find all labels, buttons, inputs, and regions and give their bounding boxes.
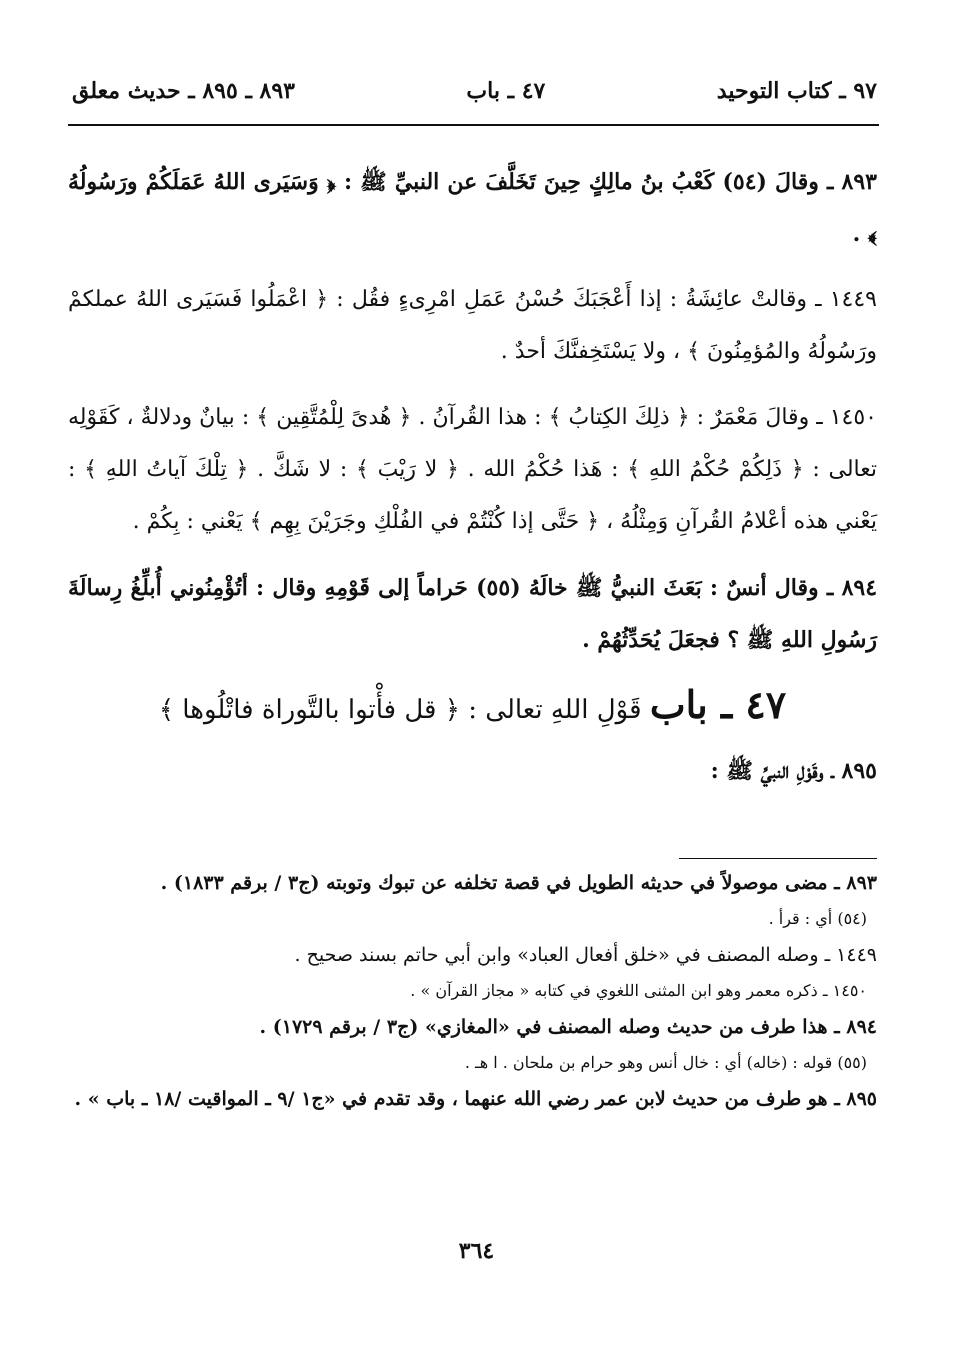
footnote-54: (٥٤) أي : قرأ . [768, 909, 867, 928]
chapter-heading [68, 680, 877, 735]
hadith-893: ٨٩٣ ـ وقالَ (٥٤) كَعْبُ بنُ مالِكٍ حِينَ تَخَلَّفَ عن النبيِّ ﷺ : ﴿ وَسَيَرى اللهُ عَمَلَكُمْ ورَسُولُهُ ﴾ . [68, 169, 877, 247]
athar-1449: ١٤٤٩ ـ وقالتْ عائِشَةُ : إذا أَعْجَبَكَ حُسْنُ عَمَلِ امْرِىءٍ فقُل : ﴿ اعْمَلُوا فَسَيَرى اللهُ عملكمْ ورَسُولُهُ والمُؤمِنُونَ ﴾ ، ولا يَسْتَخِفنَّكَ أحدٌ . [68, 287, 877, 364]
footnotes [68, 866, 877, 1120]
footnote-895: ٨٩٥ ـ هو طرف من حديث لابن عمر رضي الله عنهما ، وقد تقدم في «ج١ /٩ ـ المواقيت /١٨ ـ باب » . [74, 1088, 877, 1110]
page-number: ٣٦٤ [458, 1238, 495, 1264]
hadith-895: ٨٩٥ ـ وقَوْلِ النبيِّ ﷺ : [710, 758, 877, 784]
footnote-1449: ١٤٤٩ ـ وصله المصنف في «خلق أفعال العباد» وابن أبي حاتم بسند صحيح . [294, 944, 877, 966]
hadith-894: ٨٩٤ ـ وقال أنسٌ : بَعَثَ النبيُّ ﷺ خالَهُ (٥٥) حَراماً إلى قَوْمِهِ وقال : أتُؤْمِنُوني أُبلِّغُ رِسالَةَ رَسُولِ اللهِ ﷺ ؟ فجعَلَ يُحَدِّثُهُمْ . [68, 575, 878, 653]
header-divider [68, 124, 879, 126]
header-hadith-range: ٨٩٣ ـ ٨٩٥ ـ حديث معلق [72, 78, 295, 104]
header-book-title: ٩٧ ـ كتاب التوحيد [716, 78, 877, 104]
footnote-894: ٨٩٤ ـ هذا طرف من حديث وصله المصنف في «المغازي» (ج٣ / برقم ١٧٢٩) . [259, 1016, 877, 1038]
header-chapter: ٤٧ ـ باب [466, 78, 546, 104]
athar-1450: ١٤٥٠ ـ وقالَ مَعْمَرٌ : ﴿ ذلِكَ الكِتابُ ﴾ : هذا القُرآنُ . ﴿ هُدىً لِلْمُتَّقِين ﴾ : بيانٌ ودلالةٌ ، كَقَوْلِه تعالى : ﴿ ذَلِكُمْ حُكْمُ اللهِ ﴾ : هَذا حُكْمُ الله . ﴿ لا رَيْبَ ﴾ : لا شَكَّ . ﴿ تِلْكَ آياتُ اللهِ ﴾ : يَعْني هذه أعْلامُ القُرآنِ وَمِثْلُهُ ، ﴿ حَتَّى إذا كُنْتُمْ في الفُلْكِ وجَرَيْنَ بِهِم ﴾ يَعْني : بِكُمْ . [68, 405, 877, 534]
running-header [72, 78, 877, 104]
footnote-divider [679, 858, 877, 859]
footnote-893: ٨٩٣ ـ مضى موصولاً في حديثه الطويل في قصة تخلفه عن تبوك وتوبته (ج٣ / برقم ١٨٣٣) . [160, 872, 877, 894]
chapter-number: ٤٧ ـ باب [649, 682, 787, 727]
main-text [68, 156, 877, 811]
footnote-55: (٥٥) قوله : (خاله) أي : خال أنس وهو حرام بن ملحان . ا هـ . [464, 1053, 867, 1072]
chapter-title: قَوْلِ اللهِ تعالى : ﴿ قل فأْتوا بالتَّوراة فاتْلُوها ﴾ [158, 695, 642, 725]
footnote-1450: ١٤٥٠ ـ ذكره معمر وهو ابن المثنى اللغوي في كتابه « مجاز القرآن » . [410, 981, 867, 1000]
